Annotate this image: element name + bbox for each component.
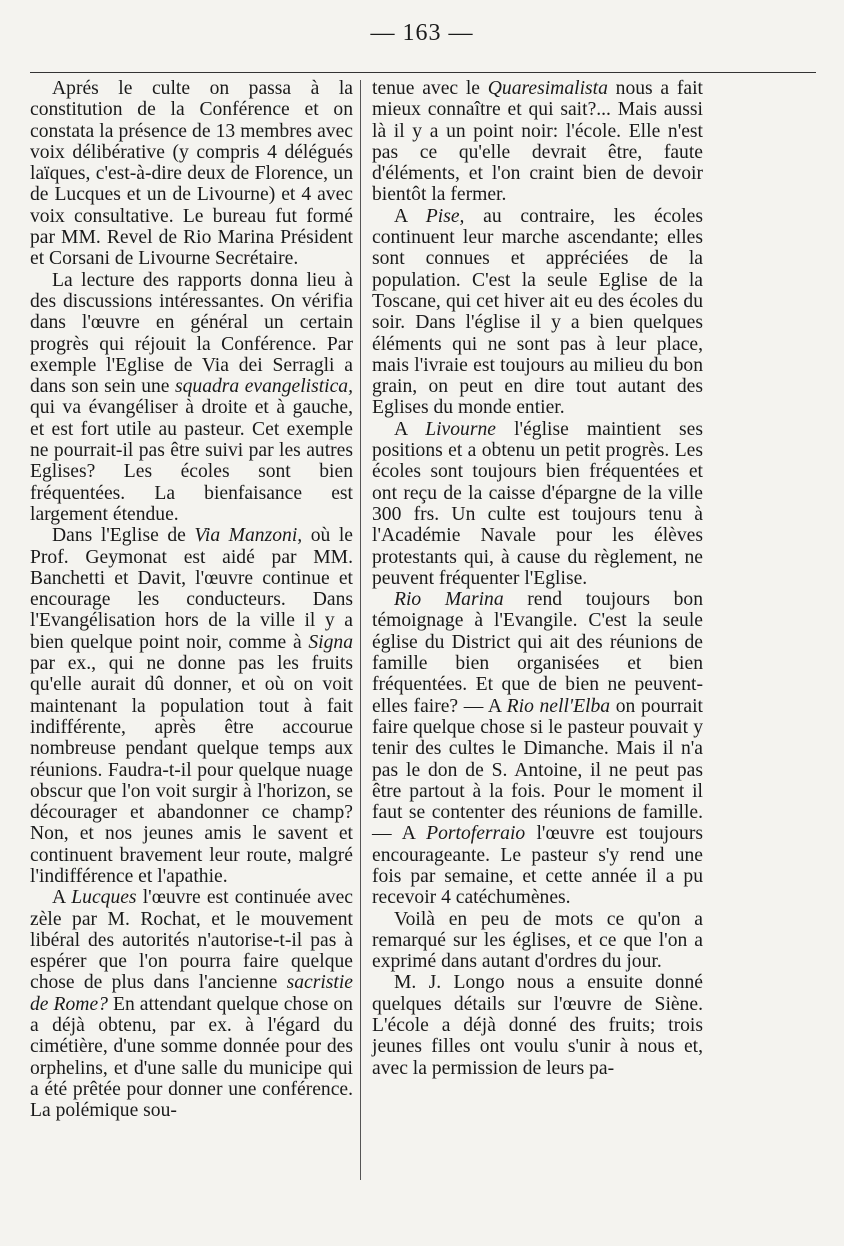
italic-text-run: Rio Marina bbox=[394, 589, 504, 611]
paragraph bbox=[372, 909, 703, 973]
text-run: l'église maintient ses positions et a obtenu un petit progrès. Les écoles sont toujours bien fréquentées et ont reçu de la caisse d'épargne de la ville 300 frs. Un culte est toujours tenu à l'Académie Navale pour les élèves protestants qui, à cause du règlement, ne peuvent fréquenter l'Eglise. bbox=[372, 418, 704, 589]
page-number: — 163 — bbox=[370, 20, 474, 46]
text-run: où le Prof. Geymonat est aidé par MM. Banchetti et Davit, l'œuvre continue et encourage les conducteurs. Dans l'Evangélisation hors de la ville il y a bien quelque point noir, comme à bbox=[30, 525, 353, 653]
italic-text-run: Rio nell'Elba bbox=[506, 695, 611, 717]
italic-text-run: Portoferraio bbox=[426, 823, 526, 845]
column-divider bbox=[360, 80, 361, 1180]
paragraph-continuation bbox=[372, 78, 703, 206]
right-column bbox=[372, 78, 703, 1079]
italic-text-run: sacristie de Rome? bbox=[30, 972, 353, 1015]
paragraph bbox=[372, 206, 703, 419]
text-run: Aprés le culte on passa à la constitution de la Conférence et on constata la présence de 13 membres avec voix délibérative (y compris 4 délégués laïques, c'est-à-dire deux de Florence, un de Lucques et un de Livourne) et 4 avec voix consultative. Le bureau fut formé par MM. Revel de Rio Marina Président et Corsani de Livourne Secrétaire. bbox=[30, 78, 353, 270]
italic-text-run: Lucques bbox=[71, 887, 137, 909]
italic-text-run: Signa bbox=[308, 631, 353, 653]
paragraph bbox=[30, 78, 353, 270]
text-run: La lecture des rapports donna lieu à des discussions intéressantes. On vérifia dans l'œuvre en général un certain progrès qui réjouit la Conférence. Par exemple l'Eglise de Via dei Serragli a dans son sein une bbox=[30, 269, 353, 398]
italic-text-run: Via Manzoni, bbox=[194, 525, 303, 547]
text-run: au contraire, les écoles continuent leur marche ascendante; elles sont connues et appréciées de la population. C'est la seule Eglise de la Toscane, qui cet hiver ait eu des écoles du soir. Dans l'église il y a bien quelques éléments qui ne sont pas à leur place, mais l'ivraie est toujours au milieu du bon grain, on peut en dire tout autant des Eglises du monde entier. bbox=[372, 205, 703, 419]
text-run: A bbox=[394, 418, 426, 440]
italic-text-run: squadra evangelistica, bbox=[174, 376, 353, 398]
text-run: rend toujours bon témoignage à l'Evangile. C'est la seule église du District qui ait des réunions de famille bien organisées et bien fréquentées. Et que de bien ne peuvent-elles faire? — A bbox=[372, 589, 703, 717]
text-run: l'œuvre est continuée avec zèle par M. Rochat, et le mouvement libéral des autorités n'autorise-t-il pas à espérer que l'on pourra faire quelque chose de plus dans l'ancienne bbox=[30, 887, 354, 994]
italic-text-run: Pise, bbox=[425, 205, 465, 227]
paragraph bbox=[372, 589, 703, 908]
paragraph bbox=[30, 887, 353, 1121]
text-run: par ex., qui ne donne pas les fruits qu'elle aurait dû donner, et où on voit maintenant la population tout à fait indifférente, après être accourue nombreuse pendant quelque temps aux réunions. Faudra-t-il pour quelque nuage obscur que l'on voit surgir à l'horizon, se décourager et abandonner ce champ? Non, et nos jeunes amis le savent et continuent bravement leur route, malgré l'indifférence et l'apathie. bbox=[30, 653, 353, 887]
italic-text-run: Livourne bbox=[425, 418, 496, 440]
text-run: En attendant quelque chose on a déjà obtenu, par ex. à l'égard du cimétière, d'une somme donnée pour des orphelins, et d'une salle du municipe qui a été prêtée pour donner une conférence. La polémique sou- bbox=[30, 993, 353, 1122]
text-run: l'œuvre est toujours encourageante. Le pasteur s'y rend une fois par semaine, et cette année il a pu recevoir 4 catéchumènes. bbox=[372, 823, 703, 909]
text-run: M. J. Longo nous a ensuite donné quelques détails sur l'œuvre de Siène. L'école a déjà donné des fruits; trois jeunes filles ont voulu s'unir à nous et, avec la permission de leurs pa- bbox=[372, 972, 703, 1079]
text-run: A bbox=[394, 205, 426, 227]
paragraph bbox=[372, 419, 703, 589]
text-run: nous a fait mieux connaître et qui sait?... Mais aussi là il y a un point noir: l'école. Elle n'est pas ce qu'elle devrait être, faute d'éléments, et l'on craint bien de devoir bientôt la fermer. bbox=[372, 78, 703, 206]
paragraph bbox=[30, 270, 353, 526]
text-run: on pourrait faire quelque chose si le pasteur pouvait y tenir des cultes le Dimanche. Mais il n'a pas le don de S. Antoine, il ne peut pas être partout à la fois. Pour le moment il faut se contenter des réunions de famille. — A bbox=[372, 695, 704, 845]
paragraph bbox=[30, 525, 353, 887]
paragraph bbox=[372, 972, 703, 1078]
italic-text-run: Quaresimalista bbox=[487, 78, 608, 99]
text-run: qui va évangéliser à droite et à gauche, et est fort utile au pasteur. Cet exemple ne pourrait-il pas être suivi par les autres Eglises? Les écoles sont bien fréquentées. La bienfaisance est largement étendue. bbox=[30, 397, 353, 525]
text-run: tenue avec le bbox=[372, 78, 488, 99]
header-rule bbox=[30, 72, 816, 73]
text-run: Dans l'Eglise de bbox=[52, 525, 195, 547]
left-column bbox=[30, 78, 353, 1122]
text-run: A bbox=[52, 887, 72, 909]
text-run: Voilà en peu de mots ce qu'on a remarqué sur les églises, et ce que l'on a exprimé dans autant d'ordres du jour. bbox=[372, 908, 703, 973]
